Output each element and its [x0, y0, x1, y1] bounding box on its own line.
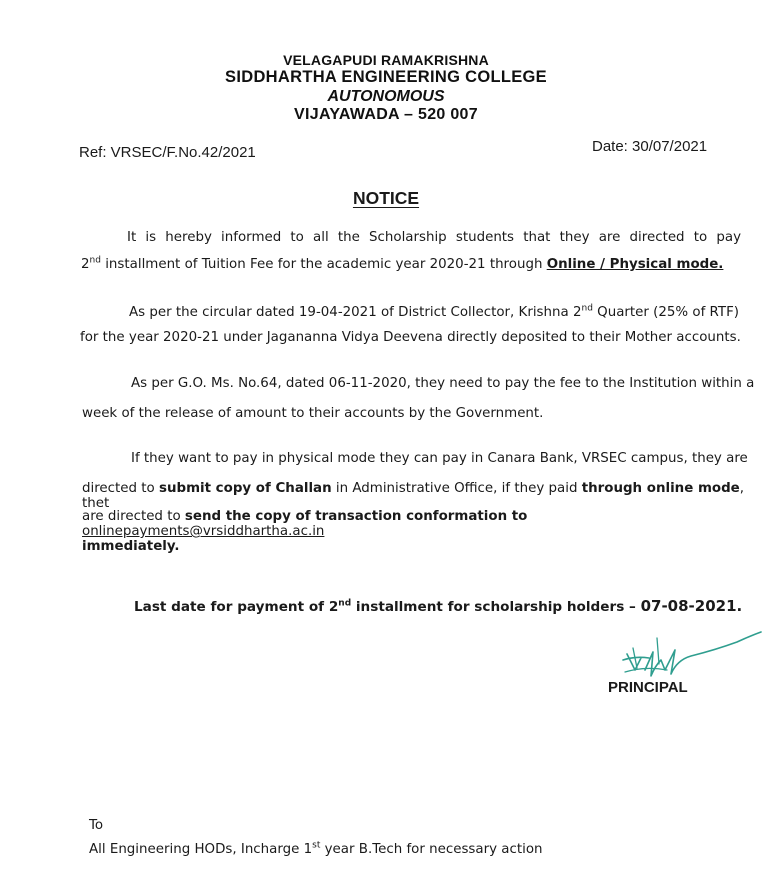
paragraph-3-line-2: week of the release of amount to their accounts by the Government.	[82, 406, 544, 421]
paragraph-1-line-2: 2nd installment of Tuition Fee for the academic year 2020-21 through Online / Physical mode.	[81, 255, 724, 272]
paragraph-4-line-2: directed to submit copy of Challan in Administrative Office, if they paid through online mode, thet	[82, 481, 745, 511]
paragraph-4-line-1: If they want to pay in physical mode they can pay in Canara Bank, VRSEC campus, they are	[131, 451, 748, 466]
footer-to: To	[89, 818, 104, 833]
college-status: AUTONOMOUS	[327, 88, 445, 105]
last-date-line: Last date for payment of 2nd installment for scholarship holders – 07-08-2021.	[134, 597, 743, 615]
paragraph-3-line-1: As per G.O. Ms. No.64, dated 06-11-2020, they need to pay the fee to the Institution within a	[131, 376, 755, 391]
paragraph-2-line-2: for the year 2020-21 under Jagananna Vidya Deevena directly deposited to their Mother accounts.	[80, 330, 741, 345]
paragraph-4-line-3: are directed to send the copy of transaction conformation to onlinepayments@vrsiddhartha.ac.in	[82, 509, 528, 539]
notice-date: Date: 30/07/2021	[592, 138, 708, 155]
college-name-line2: SIDDHARTHA ENGINEERING COLLEGE	[225, 68, 547, 86]
reference-number: Ref: VRSEC/F.No.42/2021	[79, 144, 256, 161]
email-link[interactable]: onlinepayments@vrsiddhartha.ac.in	[82, 524, 325, 539]
footer-recipients: All Engineering HODs, Incharge 1st year B.Tech for necessary action	[89, 840, 543, 857]
paragraph-4-line-4: immediately.	[82, 539, 180, 554]
payment-mode: Online / Physical mode.	[546, 257, 724, 272]
last-date-value: 07-08-2021.	[640, 597, 743, 615]
notice-title: NOTICE	[352, 188, 420, 208]
paragraph-1-line-1: It is hereby informed to all the Scholarship students that they are directed to pay	[127, 230, 741, 245]
principal-title: PRINCIPAL	[608, 679, 688, 696]
college-location: VIJAYAWADA – 520 007	[294, 106, 478, 123]
college-name-line1: VELAGAPUDI RAMAKRISHNA	[283, 52, 489, 68]
paragraph-2-line-1: As per the circular dated 19-04-2021 of District Collector, Krishna 2nd Quarter (25% of RTF)	[129, 303, 739, 320]
